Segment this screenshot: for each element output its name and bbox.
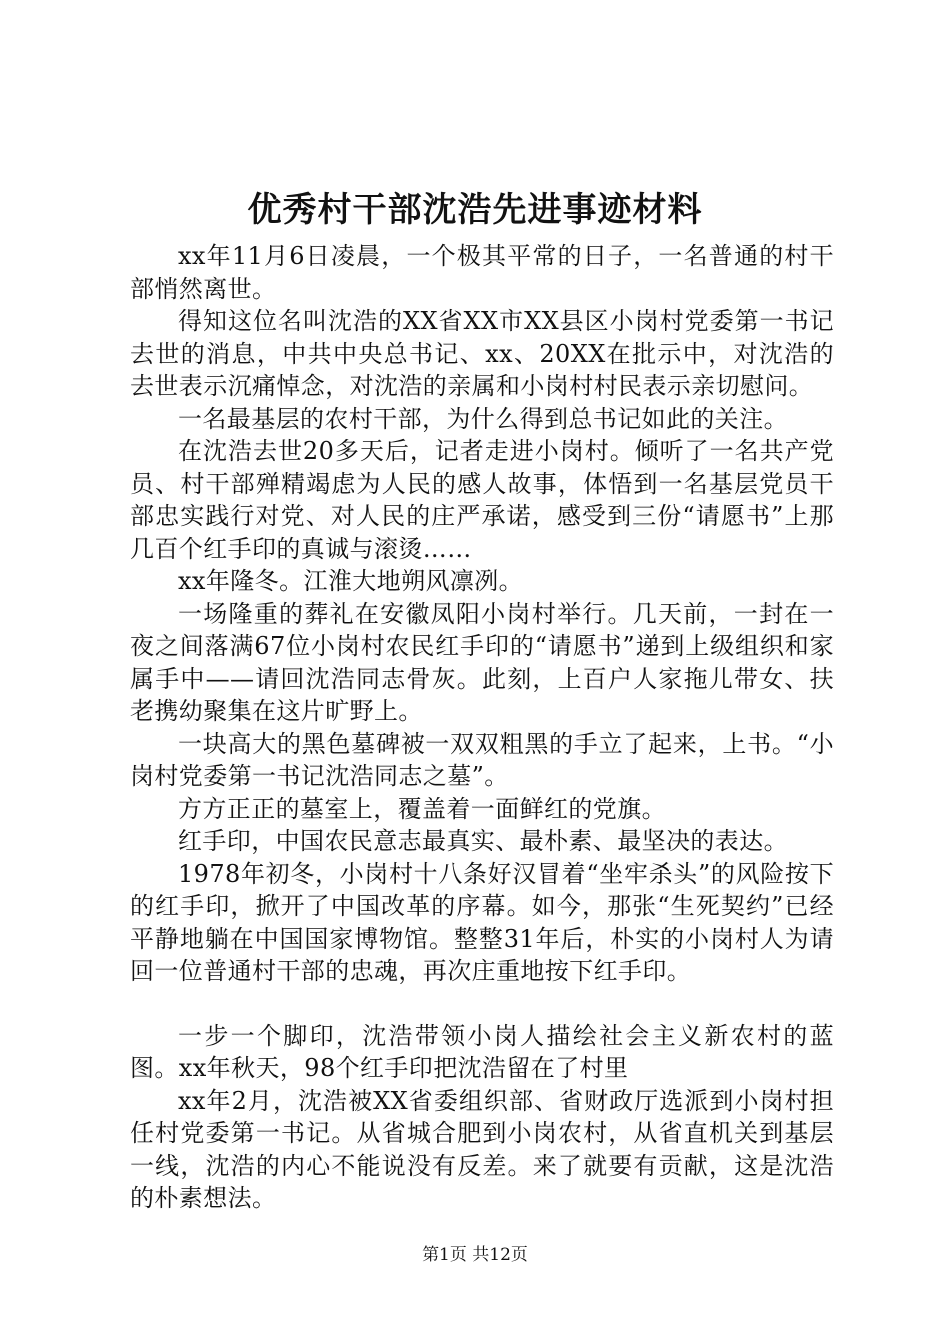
paragraph: 方方正正的墓室上，覆盖着一面鲜红的党旗。 [178, 794, 666, 823]
paragraph: 一名最基层的农村干部，为什么得到总书记如此的关注。 [178, 404, 788, 433]
paragraph: 1978年初冬，小岗村十八条好汉冒着“坐牢杀头”的风险按下的红手印，掀开了中国改革的序幕。如今，那张“生死契约”已经平静地躺在中国国家博物馆。整整31年后，朴实的小岗村人为请回一位普通村干部的忠魂，再次庄重地按下红手印。 [130, 859, 834, 985]
paragraph: 一块高大的黑色墓碑被一双双粗黑的手立了起来，上书。“小岗村党委第一书记沈浩同志之墓”。 [130, 729, 834, 790]
document-body [130, 240, 834, 1215]
page-number-footer: 第1页 共12页 [422, 1245, 528, 1265]
paragraph: xx年隆冬。江淮大地朔风凛冽。 [178, 567, 524, 595]
paragraph: 一场隆重的葬礼在安徽凤阳小岗村举行。几天前，一封在一夜之间落满67位小岗村农民红手印的“请愿书”递到上级组织和家属手中——请回沈浩同志骨灰。此刻，上百户人家拖儿带女、扶老携幼聚集在这片旷野上。 [130, 599, 834, 725]
paragraph: 在沈浩去世20多天后，记者走进小岗村。倾听了一名共产党员、村干部殚精竭虑为人民的感人故事，体悟到一名基层党员干部忠实践行对党、对人民的庄严承诺，感受到三份“请愿书”上那几百个红手印的真诚与滚烫…… [130, 437, 834, 563]
paragraph: 红手印，中国农民意志最真实、最朴素、最坚决的表达。 [178, 827, 788, 855]
paragraph: 得知这位名叫沈浩的XX省XX市XX县区小岗村党委第一书记去世的消息，中共中央总书记、xx、20XX在批示中，对沈浩的去世表示沉痛悼念，对沈浩的亲属和小岗村村民表示亲切慰问。 [130, 307, 834, 400]
paragraph: 一步一个脚印，沈浩带领小岗人描绘社会主义新农村的蓝图。xx年秋天，98个红手印把沈浩留在了村里 [130, 1021, 834, 1082]
paragraph: xx年2月，沈浩被XX省委组织部、省财政厅选派到小岗村担任村党委第一书记。从省城合肥到小岗农村，从省直机关到基层一线，沈浩的内心不能说没有反差。来了就要有贡献，这是沈浩的朴素想法。 [130, 1086, 834, 1212]
paragraph: xx年11月6日凌晨，一个极其平常的日子，一名普通的村干部悄然离世。 [130, 242, 834, 303]
document-title: 优秀村干部沈浩先进事迹材料 [247, 190, 703, 230]
